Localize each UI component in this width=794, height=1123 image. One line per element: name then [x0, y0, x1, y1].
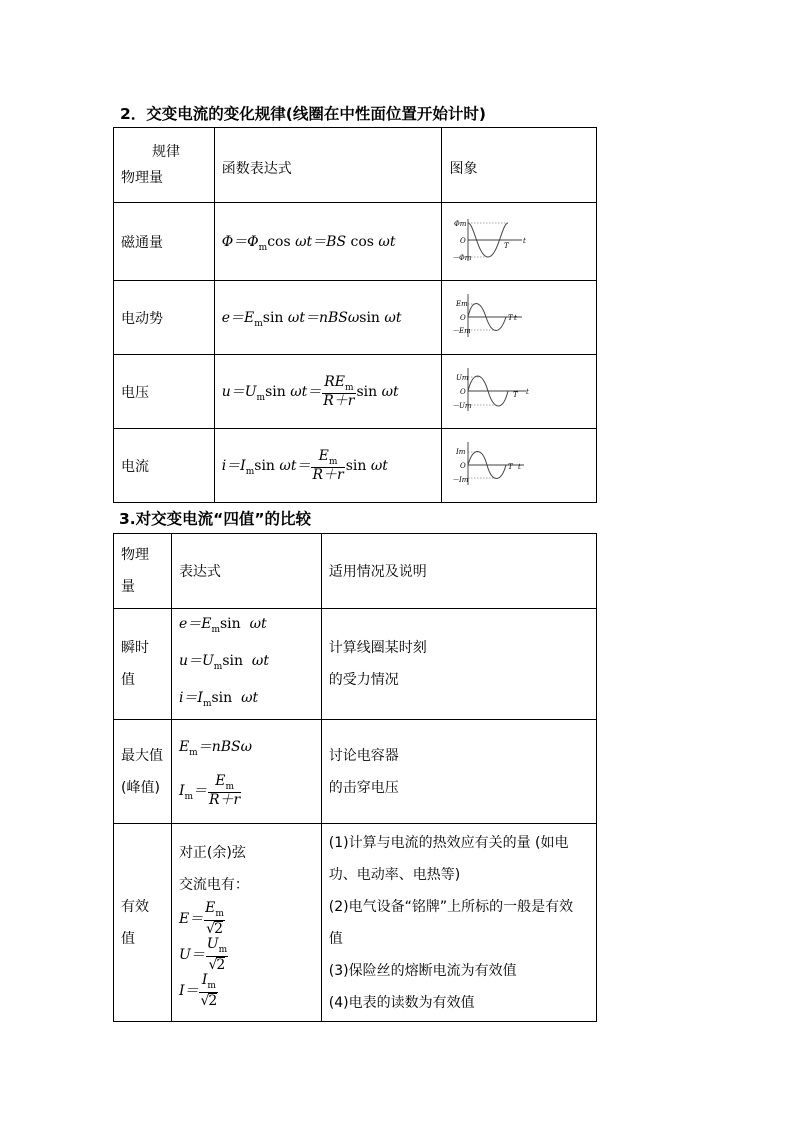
usage-line: 的受力情况: [328, 672, 399, 689]
section3-title: 3.对交变电流“四值”的比较: [119, 510, 312, 528]
header-usage: 适用情况及说明: [321, 534, 596, 609]
graph-cell: [442, 203, 597, 281]
neg-peak-label: －Φm: [452, 253, 472, 262]
graph-cell: [442, 281, 597, 355]
voltage-graph: [452, 365, 532, 415]
flux-graph: [452, 215, 532, 265]
usage-line: (4)电表的读数为有效值: [328, 994, 475, 1011]
expression: $i=I_m\sin$ ωt＝ $\frac{E_m}{R+r}$ sin ωt: [214, 429, 442, 503]
period-label: T: [508, 462, 514, 471]
peak-label: Φm: [454, 219, 467, 228]
axis-label: t: [523, 236, 527, 245]
usage-line: (2)电气设备“铭牌”上所标的一般是有效: [328, 898, 574, 915]
header-rule: 规律: [152, 144, 180, 160]
header-expression: 表达式: [171, 534, 321, 609]
table-row: [114, 720, 597, 824]
usage-line: 讨论电容器: [328, 747, 399, 764]
table-row: [114, 429, 597, 503]
current-graph: [452, 439, 532, 489]
graph-cell: [442, 355, 597, 429]
expression-note: 对正(余)弦: [178, 844, 246, 861]
table-row: [114, 203, 597, 281]
usage-line: (1)计算与电流的热效应有关的量 (如电: [328, 834, 569, 851]
peak-label: Im: [456, 447, 466, 456]
period-label: T: [508, 313, 514, 322]
value-name: 瞬时值: [114, 609, 172, 720]
table-row: [114, 609, 597, 720]
section2-title: 2．交变电流的变化规律(线圈在中性面位置开始计时): [120, 105, 486, 123]
value-name: 有效值: [114, 824, 172, 1022]
expression: $E_m=nBS\omega$ $I_m=$ $\frac{E_m}{R+r}$: [171, 720, 321, 824]
expression-note: 交流电有：: [178, 876, 249, 893]
period-label: T: [504, 241, 510, 250]
peak-label: Em: [456, 299, 469, 308]
table-row: [114, 824, 597, 1022]
axis-label: t: [526, 387, 530, 396]
four-values-table: [113, 533, 597, 1022]
neg-peak-label: －Em: [452, 326, 472, 335]
usage-line: 的击穿电压: [328, 779, 399, 796]
header-quantity: 物理量: [114, 534, 172, 609]
neg-peak-label: －Um: [452, 401, 472, 410]
graph-cell: [442, 429, 597, 503]
header-graph: 图象: [442, 128, 597, 203]
quantity-name: 磁通量: [114, 203, 215, 281]
expression: $e=E_m\sin$ ωt $u=U_m\sin$ ωt $i=I_m\sin$ ωt: [171, 609, 321, 720]
usage: [321, 720, 596, 824]
origin-label: O: [460, 313, 467, 322]
quantity-name: 电流: [114, 429, 215, 503]
value-name: 最大值(峰值): [114, 720, 172, 824]
usage-line: (3)保险丝的熔断电流为有效值: [328, 962, 517, 979]
quantity-name: 电动势: [114, 281, 215, 355]
variation-table: [113, 127, 597, 503]
expression: 对正(余)弦 交流电有： E＝ $\frac{E_m}{√2}$ U＝ $\frac{U_m}{√2}$ I＝ $\frac{I_m}{√2}$: [171, 824, 321, 1022]
neg-peak-label: －Im: [452, 475, 469, 484]
usage-line: 值: [328, 930, 343, 947]
emf-graph: [452, 291, 532, 341]
origin-label: O: [460, 387, 467, 396]
usage: [321, 824, 596, 1022]
peak-label: Um: [456, 373, 469, 382]
quantity-name: 电压: [114, 355, 215, 429]
usage: [321, 609, 596, 720]
origin-label: O: [460, 236, 467, 245]
usage-line: 计算线圈某时刻: [328, 640, 427, 657]
expression: $\Phi=\Phi_m\cos$ ωt＝BS cos ωt: [214, 203, 442, 281]
expression: $e=E_m\sin$ ωt＝nBSωsin ωt: [214, 281, 442, 355]
usage-line: 功、电动率、电热等): [328, 866, 461, 883]
header-quantity: 物理量: [121, 170, 163, 186]
header-expression: 函数表达式: [214, 128, 442, 203]
table-row: [114, 355, 597, 429]
expression: $u=U_m\sin$ ωt＝ $\frac{RE_m}{R+r}$ sin ωt: [214, 355, 442, 429]
period-label: T: [513, 390, 519, 399]
header-corner: [114, 128, 215, 203]
table-row: [114, 281, 597, 355]
origin-label: O: [460, 461, 467, 470]
axis-label: t: [518, 462, 522, 471]
axis-label: t: [514, 313, 518, 322]
